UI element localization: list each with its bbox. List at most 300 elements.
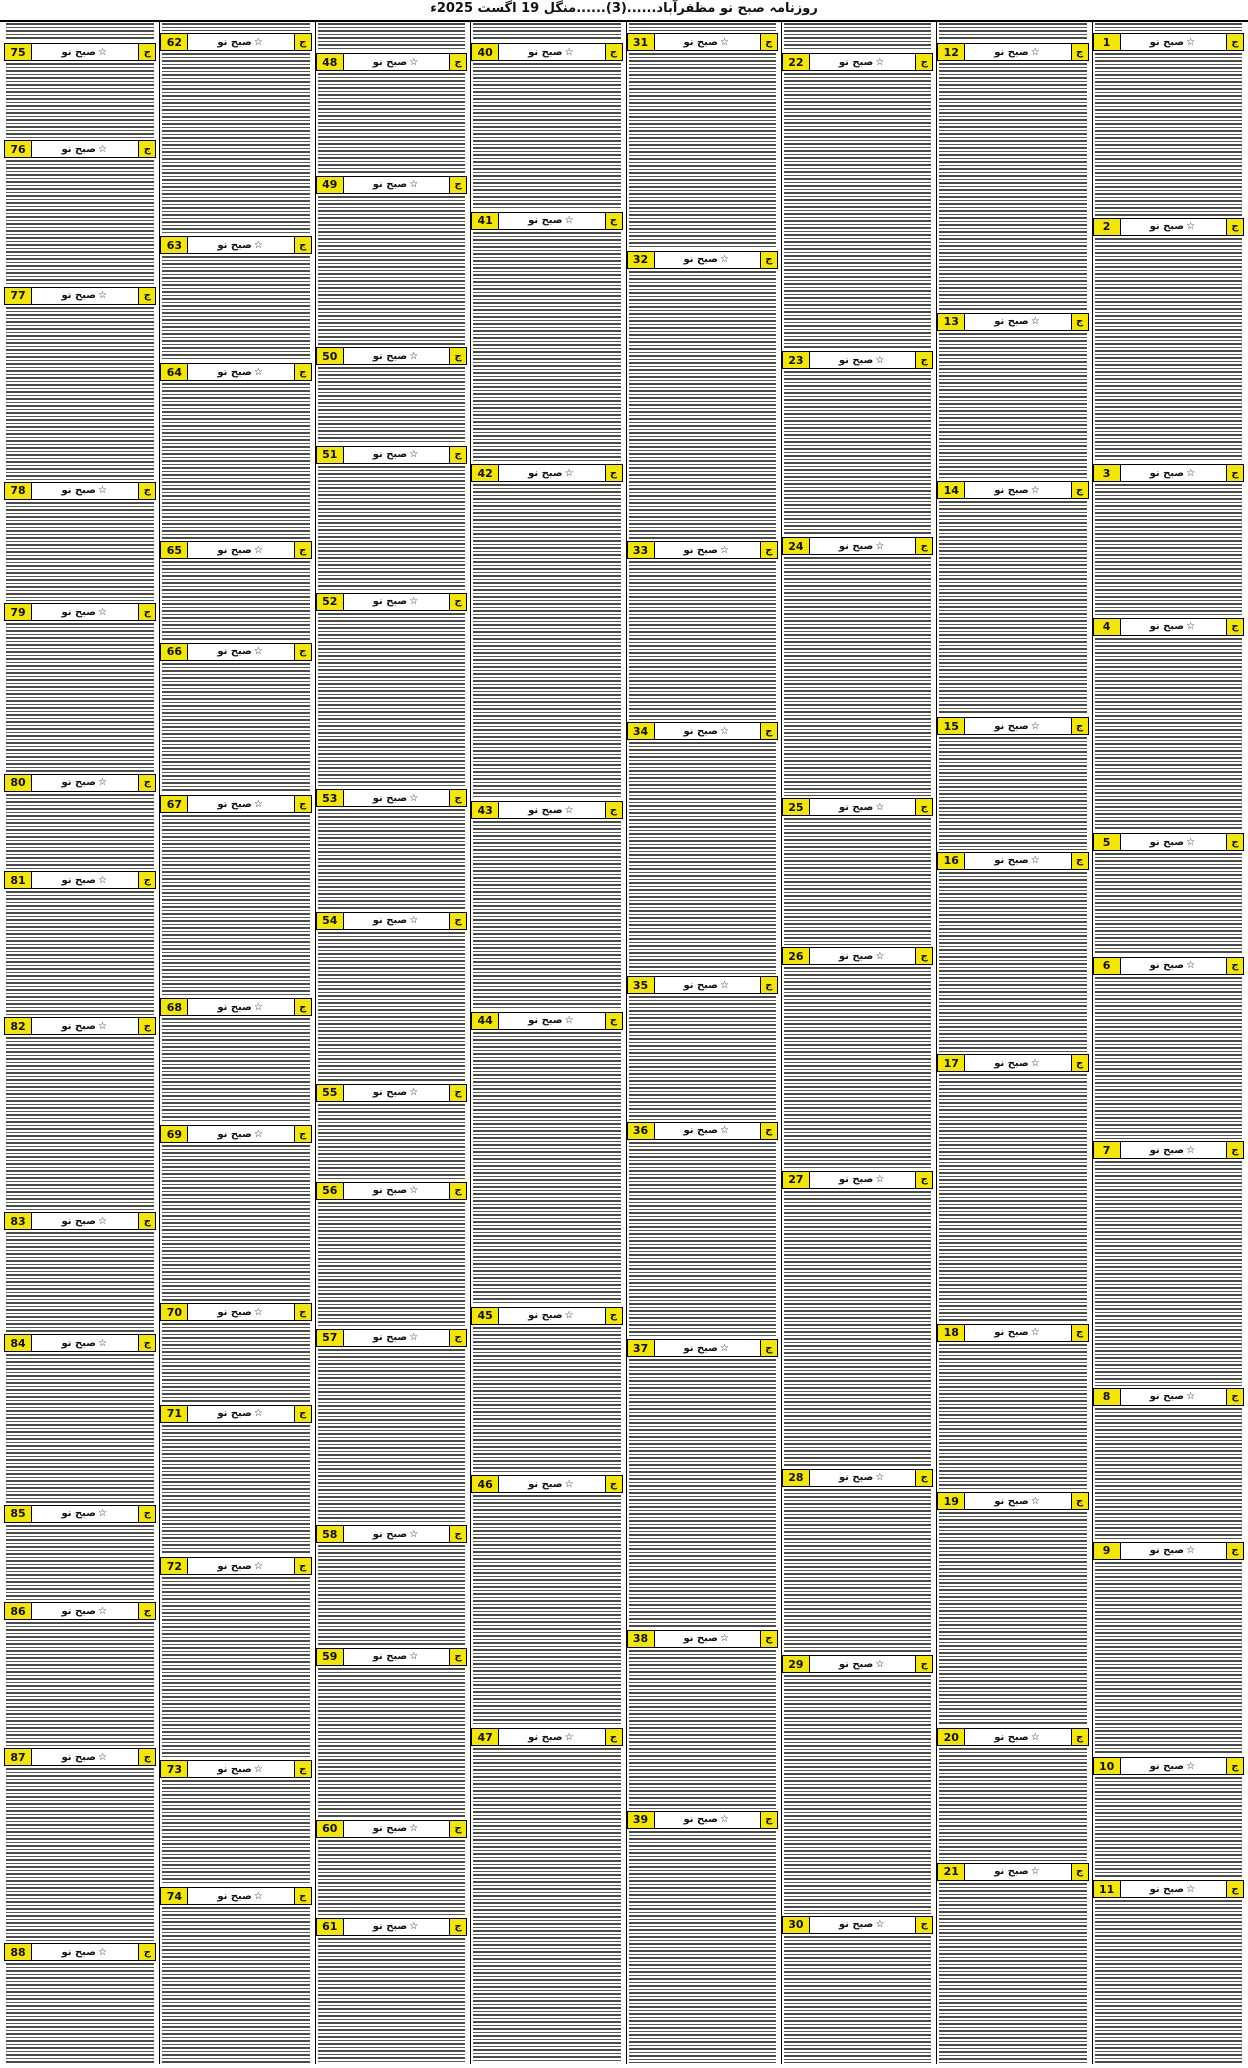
classified-entry <box>4 1601 156 1747</box>
entry-brand <box>499 1310 604 1321</box>
entry-number: 33 <box>628 542 655 558</box>
brand-label: صبح نو <box>61 143 96 155</box>
star-icon: ☆ <box>564 215 574 226</box>
entry-number: 1 <box>1094 34 1121 50</box>
star-icon: ☆ <box>97 777 107 789</box>
brand-label: صبح نو <box>217 1560 252 1572</box>
classified-entry <box>4 1211 156 1333</box>
entry-number: 88 <box>5 1944 32 1960</box>
column-6 <box>315 22 467 2064</box>
classified-entry <box>471 42 622 211</box>
entry-mark: ج <box>294 1888 311 1904</box>
entry-brand <box>1121 37 1226 48</box>
entry-mark: ج <box>138 288 155 304</box>
column-1 <box>1092 22 1244 2064</box>
classified-entry <box>316 175 467 347</box>
entry-mark: ج <box>294 364 311 380</box>
entry-number: 44 <box>472 1013 499 1029</box>
star-icon: ☆ <box>1186 1144 1196 1156</box>
entry-brand <box>655 1633 760 1644</box>
entry-mark: ج <box>915 1656 932 1672</box>
entry-header-bar <box>160 643 311 661</box>
classified-entry <box>316 592 467 788</box>
classified-entry <box>1093 32 1244 217</box>
entry-header-bar <box>782 798 933 816</box>
brand-label: صبح نو <box>528 215 563 226</box>
entry-mark: ج <box>449 54 466 70</box>
entry-header-bar <box>316 347 467 365</box>
entry-header-bar <box>316 176 467 194</box>
star-icon: ☆ <box>97 143 107 155</box>
classified-entry <box>937 1491 1088 1727</box>
classified-entry <box>160 1124 311 1302</box>
entry-number: 74 <box>161 1888 188 1904</box>
entry-text <box>784 1191 931 1467</box>
entry-text <box>6 1622 154 1746</box>
entry-header-bar <box>1093 1757 1244 1775</box>
brand-label: صبح نو <box>372 1921 408 1933</box>
entry-header-bar <box>160 998 311 1016</box>
entry-brand <box>344 1921 449 1932</box>
entry-header-bar <box>937 313 1088 331</box>
entry-text <box>162 663 309 793</box>
entry-header-bar <box>160 1405 311 1423</box>
entry-mark: ج <box>915 1470 932 1486</box>
entry-text <box>318 932 465 1082</box>
entry-text <box>162 1145 309 1301</box>
classified-entry <box>937 312 1088 481</box>
brand-label: صبح نو <box>994 316 1029 328</box>
classified-entry <box>937 716 1088 851</box>
star-icon: ☆ <box>253 1763 263 1775</box>
brand-label: صبح نو <box>1149 1760 1185 1772</box>
entry-number: 12 <box>938 44 965 60</box>
classified-entry <box>316 1819 467 1917</box>
entry-number: 79 <box>5 604 32 620</box>
entry-brand <box>965 1732 1070 1743</box>
classified-entry <box>316 1328 467 1524</box>
entry-mark: ج <box>605 1729 622 1745</box>
entry-text <box>6 1037 154 1210</box>
entry-number: 6 <box>1094 958 1121 974</box>
entry-text <box>162 1018 309 1123</box>
classified-entry <box>471 463 622 800</box>
entry-header-bar <box>627 976 778 994</box>
brand-label: صبح نو <box>372 56 408 68</box>
entry-brand <box>1121 1391 1226 1402</box>
star-icon: ☆ <box>1186 621 1196 633</box>
entry-brand <box>32 290 138 301</box>
entry-mark: ج <box>294 34 311 50</box>
entry-text <box>784 818 931 945</box>
entry-brand <box>344 1529 449 1540</box>
entry-text <box>1095 638 1242 832</box>
brand-label: صبح نو <box>838 1174 874 1186</box>
entry-header-bar <box>316 1918 467 1936</box>
entry-number: 80 <box>5 775 32 791</box>
entry-header-bar <box>160 1760 311 1778</box>
classified-entry <box>1093 463 1244 617</box>
entry-header-bar <box>627 1811 778 1829</box>
classified-entry <box>937 1862 1088 2064</box>
entry-mark: ج <box>449 1183 466 1199</box>
entry-header-bar <box>627 541 778 559</box>
entry-number: 41 <box>472 213 499 229</box>
classified-entry <box>471 1306 622 1475</box>
entry-text <box>939 501 1086 715</box>
brand-label: صبح نو <box>1149 621 1185 633</box>
classified-entry <box>782 350 933 536</box>
entry-header-bar <box>316 912 467 930</box>
star-icon: ☆ <box>564 1310 574 1322</box>
entry-brand <box>965 721 1070 732</box>
entry-brand <box>188 1129 293 1140</box>
entry-brand <box>344 57 449 68</box>
entry-number: 50 <box>317 348 344 364</box>
entry-header-bar <box>1093 957 1244 975</box>
brand-label: صبح نو <box>994 1057 1029 1069</box>
classified-entry <box>316 911 467 1083</box>
entry-number: 15 <box>938 718 965 734</box>
entry-brand <box>188 1002 293 1013</box>
entry-brand <box>32 47 138 58</box>
entry-number: 5 <box>1094 834 1121 850</box>
entry-brand <box>655 254 760 265</box>
entry-number: 71 <box>161 1406 188 1422</box>
entry-brand <box>655 37 760 48</box>
entry-text <box>629 742 776 974</box>
entry-brand <box>1121 1884 1226 1895</box>
entry-header-bar <box>937 1492 1088 1510</box>
entry-header-bar <box>160 1125 311 1143</box>
brand-label: صبح نو <box>61 290 96 302</box>
star-icon: ☆ <box>1186 1883 1196 1895</box>
entry-brand <box>965 316 1070 327</box>
entry-text <box>939 1748 1086 1861</box>
star-icon: ☆ <box>564 1478 574 1490</box>
entry-header-bar <box>316 789 467 807</box>
classified-entry <box>937 1053 1088 1323</box>
entry-number: 40 <box>472 44 499 60</box>
entry-mark: ج <box>605 1476 622 1492</box>
entry-text <box>629 1650 776 1809</box>
entry-header-bar <box>160 33 311 51</box>
classified-entry <box>627 1629 778 1810</box>
entry-text <box>162 561 309 641</box>
classified-entry <box>471 1474 622 1727</box>
entry-number: 2 <box>1094 219 1121 235</box>
brand-label: صبح نو <box>61 777 96 789</box>
classified-entry <box>4 1942 156 2064</box>
star-icon: ☆ <box>1186 1545 1196 1557</box>
star-icon: ☆ <box>719 1342 729 1354</box>
brand-label: صبح نو <box>994 1731 1029 1743</box>
brand-label: صبح نو <box>994 484 1029 496</box>
entry-mark: ج <box>294 542 311 558</box>
classified-entry <box>4 286 156 481</box>
entry-brand <box>32 1752 138 1763</box>
entry-text <box>318 1840 465 1916</box>
brand-label: صبح نو <box>372 1528 408 1540</box>
brand-label: صبح نو <box>61 1946 96 1958</box>
entry-number: 67 <box>161 796 188 812</box>
brand-label: صبح نو <box>372 1185 408 1197</box>
entry-text <box>6 794 154 869</box>
entry-number: 30 <box>783 1917 810 1933</box>
entry-header-bar <box>160 236 311 254</box>
entry-number: 52 <box>317 594 344 610</box>
star-icon: ☆ <box>97 1508 107 1520</box>
entry-text <box>6 623 154 772</box>
entry-number: 13 <box>938 314 965 330</box>
entry-header-bar <box>1093 33 1244 51</box>
entry-header-bar <box>4 603 156 621</box>
entry-header-bar <box>316 593 467 611</box>
entry-text <box>939 1074 1086 1322</box>
brand-label: صبح نو <box>683 725 718 737</box>
star-icon: ☆ <box>1030 46 1040 58</box>
brand-label: صبح نو <box>528 1731 563 1743</box>
brand-label: صبح نو <box>217 1763 252 1775</box>
brand-label: صبح نو <box>61 1337 96 1349</box>
entry-mark: ج <box>760 1340 777 1356</box>
star-icon: ☆ <box>409 915 419 927</box>
classified-entry <box>4 1747 156 1942</box>
entry-mark: ج <box>605 1308 622 1324</box>
entry-header-bar <box>782 947 933 965</box>
brand-label: صبح نو <box>683 1125 718 1137</box>
entry-mark: ج <box>1226 1389 1243 1405</box>
entry-text <box>318 1349 465 1523</box>
brand-label: صبح نو <box>994 1327 1029 1339</box>
star-icon: ☆ <box>253 646 263 658</box>
star-icon: ☆ <box>1030 316 1040 328</box>
entry-header-bar <box>782 1655 933 1673</box>
entry-mark: ج <box>449 348 466 364</box>
entry-header-bar <box>4 1748 156 1766</box>
entry-header-bar <box>627 251 778 269</box>
classified-entry <box>1093 832 1244 955</box>
entry-text <box>1095 238 1242 462</box>
brand-label: صبح نو <box>1149 221 1185 233</box>
entry-number: 78 <box>5 483 32 499</box>
entry-header-bar <box>4 1334 156 1352</box>
brand-label: صبح نو <box>217 798 252 810</box>
entry-header-bar <box>4 287 156 305</box>
brand-label: صبح نو <box>372 915 408 927</box>
classified-entry <box>4 1333 156 1504</box>
brand-label: صبح نو <box>1149 960 1185 972</box>
entry-mark: ج <box>294 1126 311 1142</box>
entry-brand <box>965 855 1070 866</box>
star-icon: ☆ <box>1030 1057 1040 1069</box>
text-block <box>162 23 309 31</box>
brand-label: صبح نو <box>1149 36 1185 48</box>
entry-mark: ج <box>1071 1864 1088 1880</box>
classified-entry <box>316 1083 467 1181</box>
star-icon: ☆ <box>1186 221 1196 233</box>
entry-number: 21 <box>938 1864 965 1880</box>
entry-text <box>629 1831 776 2063</box>
entry-mark: ج <box>1226 619 1243 635</box>
star-icon: ☆ <box>97 1337 107 1349</box>
star-icon: ☆ <box>253 544 263 556</box>
entry-brand <box>32 1021 138 1032</box>
brand-label: صبح نو <box>528 1310 563 1322</box>
entry-text <box>784 371 931 535</box>
entry-text <box>784 1936 931 2063</box>
classified-entry <box>316 346 467 444</box>
entry-number: 26 <box>783 948 810 964</box>
classified-entry <box>4 139 156 285</box>
entry-mark: ج <box>1226 1142 1243 1158</box>
entry-number: 10 <box>1094 1758 1121 1774</box>
entry-brand <box>965 485 1070 496</box>
entry-text <box>6 502 154 602</box>
classified-entry <box>627 250 778 540</box>
entry-number: 25 <box>783 799 810 815</box>
entry-mark: ج <box>1071 1729 1088 1745</box>
brand-label: صبح نو <box>683 1633 718 1645</box>
entry-number: 11 <box>1094 1881 1121 1897</box>
entry-mark: ج <box>449 1919 466 1935</box>
star-icon: ☆ <box>409 56 419 68</box>
entry-number: 18 <box>938 1325 965 1341</box>
entry-number: 24 <box>783 538 810 554</box>
entry-header-bar <box>316 1329 467 1347</box>
entry-text <box>473 821 620 1010</box>
entry-text <box>473 1327 620 1474</box>
entry-text <box>1095 1900 1242 2063</box>
entry-text <box>318 1104 465 1180</box>
entry-header-bar <box>471 1728 622 1746</box>
classified-entry <box>316 52 467 175</box>
entry-number: 43 <box>472 802 499 818</box>
entry-text <box>162 256 309 361</box>
entry-brand <box>32 1606 138 1617</box>
star-icon: ☆ <box>97 485 107 497</box>
entry-number: 53 <box>317 790 344 806</box>
entry-header-bar <box>782 1469 933 1487</box>
entry-mark: ج <box>138 1506 155 1522</box>
entry-mark: ج <box>915 1917 932 1933</box>
star-icon: ☆ <box>719 1633 729 1645</box>
column-4 <box>626 22 778 2064</box>
entry-text <box>6 63 154 138</box>
entry-number: 64 <box>161 364 188 380</box>
entry-mark: ج <box>760 542 777 558</box>
entry-text <box>1095 1161 1242 1385</box>
classified-entry <box>316 1647 467 1819</box>
star-icon: ☆ <box>97 1605 107 1617</box>
entry-header-bar <box>782 53 933 71</box>
classified-entry <box>1093 1387 1244 1541</box>
star-icon: ☆ <box>253 1560 263 1572</box>
brand-label: صبح نو <box>528 1015 563 1027</box>
brand-label: صبح نو <box>217 1408 252 1420</box>
entry-header-bar <box>471 1012 622 1030</box>
entry-brand <box>810 1659 915 1670</box>
star-icon: ☆ <box>875 950 885 962</box>
star-icon: ☆ <box>409 596 419 608</box>
entry-brand <box>344 596 449 607</box>
entry-header-bar <box>316 1648 467 1666</box>
entry-number: 45 <box>472 1308 499 1324</box>
entry-number: 75 <box>5 44 32 60</box>
entry-mark: ج <box>605 1013 622 1029</box>
classified-entry <box>160 642 311 794</box>
brand-label: صبح نو <box>217 36 252 48</box>
brand-label: صبح نو <box>61 1215 96 1227</box>
entry-mark: ج <box>1071 718 1088 734</box>
entry-brand <box>655 980 760 991</box>
entry-text <box>1095 1777 1242 1878</box>
entry-number: 69 <box>161 1126 188 1142</box>
entry-text <box>6 1354 154 1503</box>
text-block <box>1095 23 1242 31</box>
star-icon: ☆ <box>875 1174 885 1186</box>
brand-label: صبح نو <box>1149 1144 1185 1156</box>
star-icon: ☆ <box>564 804 574 816</box>
entry-header-bar <box>937 43 1088 61</box>
star-icon: ☆ <box>875 801 885 813</box>
entry-header-bar <box>937 852 1088 870</box>
entry-brand <box>32 1508 138 1519</box>
entry-header-bar <box>316 53 467 71</box>
entry-brand <box>965 1496 1070 1507</box>
entry-text <box>162 383 309 539</box>
entry-header-bar <box>1093 1880 1244 1898</box>
entry-header-bar <box>1093 218 1244 236</box>
entry-number: 59 <box>317 1649 344 1665</box>
classified-entry <box>782 1170 933 1468</box>
classified-entry <box>1093 617 1244 833</box>
brand-label: صبح نو <box>838 1658 874 1670</box>
entry-number: 77 <box>5 288 32 304</box>
entry-header-bar <box>937 1054 1088 1072</box>
entry-text <box>473 484 620 799</box>
brand-label: صبح نو <box>838 540 874 552</box>
entry-mark: ج <box>138 1335 155 1351</box>
entry-brand <box>344 179 449 190</box>
entry-mark: ج <box>294 644 311 660</box>
entry-brand <box>1121 1545 1226 1556</box>
brand-label: صبح نو <box>217 1890 252 1902</box>
star-icon: ☆ <box>253 1128 263 1140</box>
entry-brand <box>655 1125 760 1136</box>
star-icon: ☆ <box>1186 1391 1196 1403</box>
entry-mark: ج <box>760 1812 777 1828</box>
entry-text <box>939 1512 1086 1726</box>
entry-mark: ج <box>138 1018 155 1034</box>
entry-brand <box>655 1814 760 1825</box>
classified-entry <box>160 1886 311 2064</box>
star-icon: ☆ <box>1186 36 1196 48</box>
column-8 <box>4 22 156 2064</box>
brand-label: صبح نو <box>61 1508 96 1520</box>
entry-header-bar <box>937 1863 1088 1881</box>
entry-header-bar <box>160 1303 311 1321</box>
star-icon: ☆ <box>564 467 574 479</box>
entry-mark: ج <box>1226 1758 1243 1774</box>
entry-brand <box>810 1472 915 1483</box>
entry-header-bar <box>1093 833 1244 851</box>
entry-mark: ج <box>760 34 777 50</box>
classified-entry <box>782 797 933 946</box>
entry-text <box>162 1323 309 1403</box>
entry-number: 3 <box>1094 465 1121 481</box>
classified-entry <box>782 1915 933 2064</box>
